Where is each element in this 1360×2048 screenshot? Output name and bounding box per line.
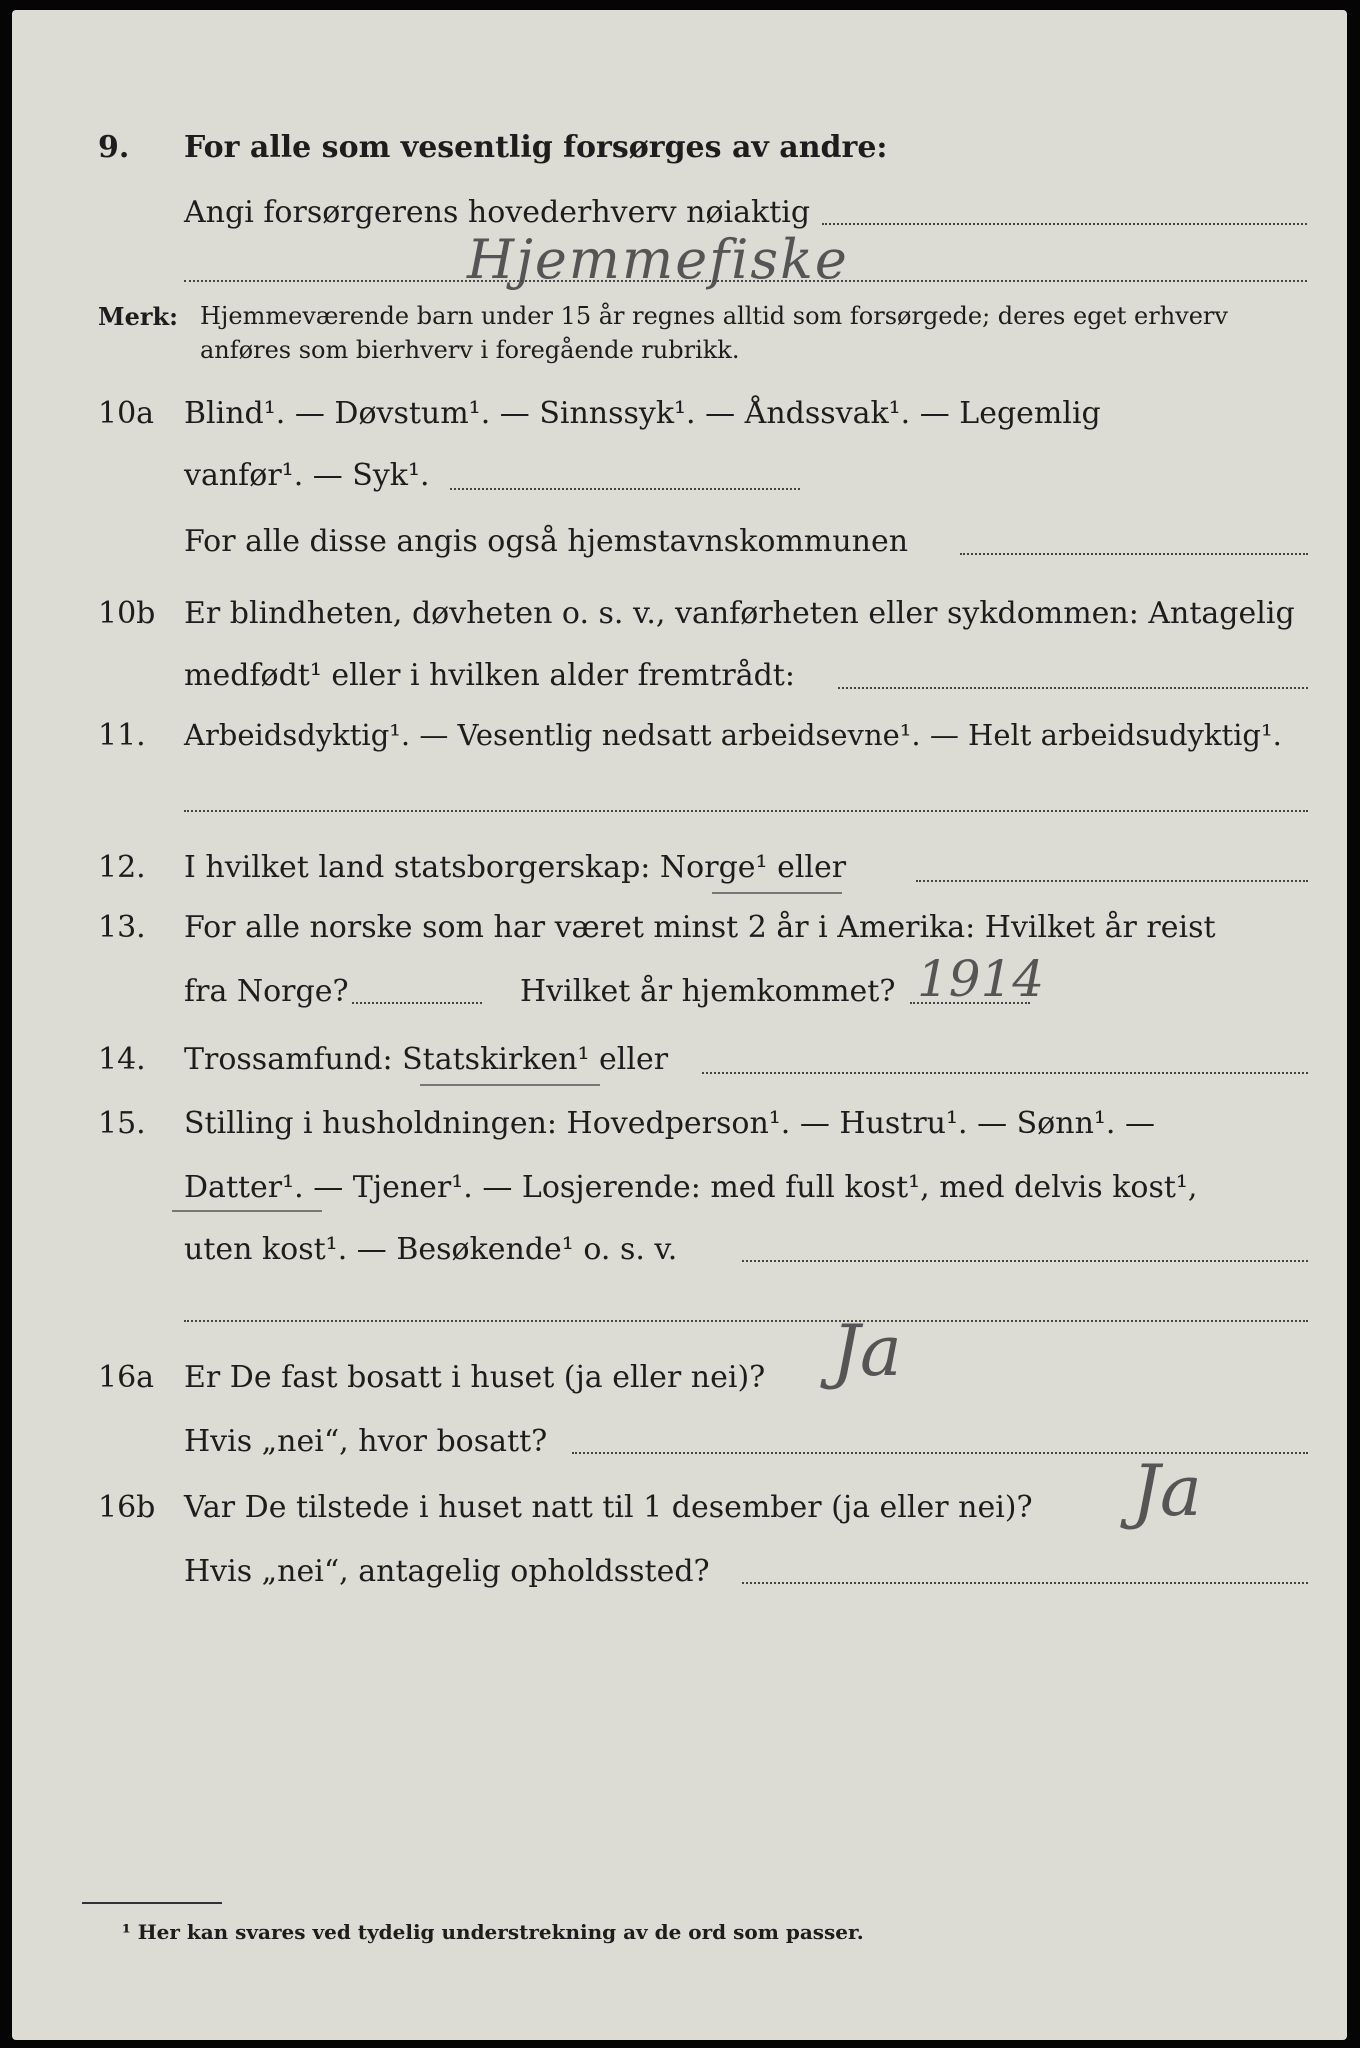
q16a-line1: Er De fast bosatt i huset (ja eller nei)? (184, 1360, 766, 1395)
q12-norge-underline (712, 892, 842, 894)
q9-number: 9. (98, 130, 130, 165)
q12-number: 12. (98, 850, 146, 885)
form-page (12, 10, 1347, 2040)
q14-line1: Trossamfund: Statskirken¹ eller (184, 1042, 669, 1077)
q10a-hjemstavn-line (960, 553, 1308, 555)
q16b-line2: Hvis „nei“, antagelig opholdssted? (184, 1554, 710, 1589)
q15-datter-underline (172, 1210, 322, 1212)
q10a-syk-line (450, 488, 800, 490)
merk-line1: Hjemmeværende barn under 15 år regnes alltid som forsørgede; deres eget erhverv (200, 302, 1228, 330)
merk-label: Merk: (98, 302, 178, 331)
q13-line1: For alle norske som har været minst 2 år i Amerika: Hvilket år reist (184, 910, 1216, 945)
q13-reist-line (352, 1002, 482, 1004)
q10a-line3: For alle disse angis også hjemstavnskommunen (184, 524, 909, 559)
q15-extra-line (184, 1320, 1308, 1322)
q15-line1: Stilling i husholdningen: Hovedperson¹. — Hustru¹. — Sønn¹. — (184, 1106, 1155, 1141)
q15-line2: Datter¹. — Tjener¹. — Losjerende: med full kost¹, med delvis kost¹, (184, 1170, 1198, 1205)
q16b-answer-line (742, 1582, 1308, 1584)
q11-number: 11. (98, 718, 146, 753)
q11-answer-line (184, 810, 1308, 812)
q10a-line2: vanfør¹. — Syk¹. (184, 458, 430, 493)
merk-line2: anføres som bierhverv i foregående rubrikk. (200, 336, 740, 364)
q14-answer-line (702, 1072, 1308, 1074)
q14-number: 14. (98, 1042, 146, 1077)
q16a-number: 16a (98, 1360, 155, 1395)
q10b-line2: medfødt¹ eller i hvilken alder fremtrådt: (184, 658, 795, 693)
q10a-line1: Blind¹. — Døvstum¹. — Sinnssyk¹. — Åndssvak¹. — Legemlig (184, 396, 1101, 431)
q12-line1: I hvilket land statsborgerskap: Norge¹ eller (184, 850, 847, 885)
q13-number: 13. (98, 910, 146, 945)
q16a-line2: Hvis „nei“, hvor bosatt? (184, 1424, 548, 1459)
q16b-handwritten-answer: Ja (1132, 1450, 1202, 1532)
q9-dotted-line (822, 223, 1307, 225)
q16b-number: 16b (98, 1490, 156, 1525)
q13-hjemkommet-label: Hvilket år hjemkommet? (520, 974, 896, 1009)
q9-heading: For alle som vesentlig forsørges av andre: (184, 130, 888, 165)
q10b-line1: Er blindheten, døvheten o. s. v., vanførheten eller sykdommen: Antagelig (184, 596, 1295, 631)
q16b-line1: Var De tilstede i huset natt til 1 desember (ja eller nei)? (184, 1490, 1033, 1525)
footnote-rule (82, 1902, 222, 1904)
q12-answer-line (916, 880, 1308, 882)
q13-handwritten-year: 1914 (917, 950, 1045, 1008)
q15-number: 15. (98, 1106, 146, 1141)
q16a-handwritten-answer: Ja (832, 1310, 902, 1392)
q15-answer-line (742, 1260, 1308, 1262)
q11-line1: Arbeidsdyktig¹. — Vesentlig nedsatt arbeidsevne¹. — Helt arbeidsudyktig¹. (184, 718, 1282, 752)
q14-statskirken-underline (420, 1084, 600, 1086)
q15-line3: uten kost¹. — Besøkende¹ o. s. v. (184, 1232, 678, 1267)
q9-prompt: Angi forsørgerens hovederhverv nøiaktig (184, 195, 811, 230)
q9-handwritten-answer: Hjemmefiske (467, 228, 849, 291)
q10b-answer-line (838, 687, 1308, 689)
q10a-number: 10a (98, 396, 155, 431)
q10b-number: 10b (98, 596, 156, 631)
q9-answer-line (184, 280, 1307, 282)
footnote: ¹ Her kan svares ved tydelig understrekning av de ord som passer. (122, 1920, 864, 1944)
q13-reist-label: fra Norge? (184, 974, 349, 1009)
